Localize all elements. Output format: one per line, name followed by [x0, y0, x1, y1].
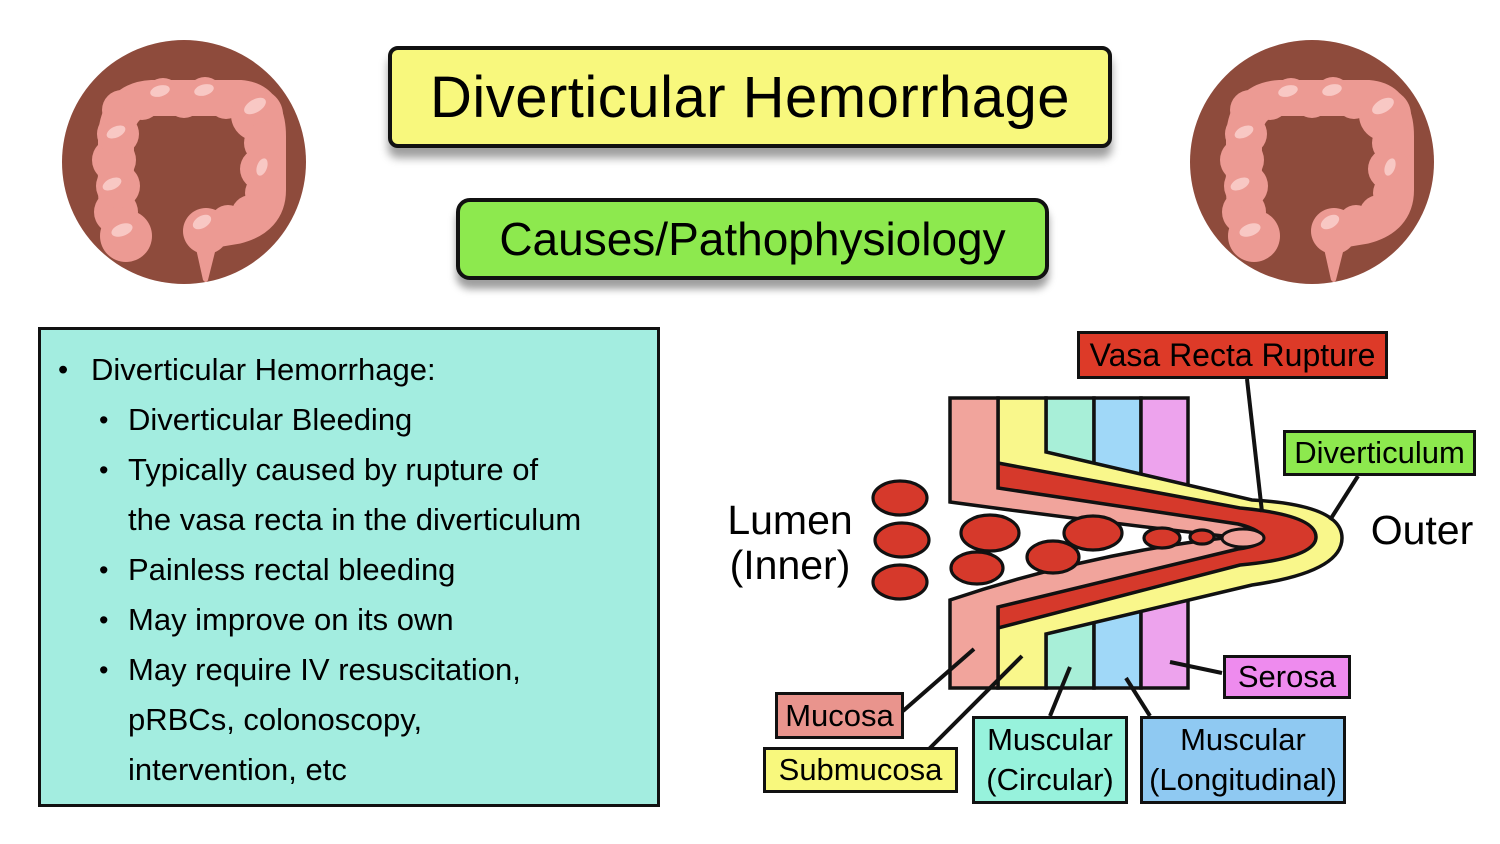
bullet-dot: •	[99, 455, 109, 485]
diverticulum-connector	[1330, 476, 1358, 520]
muscular-longitudinal-text-line1: Muscular	[1180, 722, 1306, 757]
muscular-circular-label	[972, 716, 1128, 804]
bullet-dot: •	[99, 555, 109, 585]
bullet-dot: •	[99, 605, 109, 635]
bullet-dot: •	[99, 405, 109, 435]
bullet-line	[41, 495, 657, 545]
vasa-recta-connector	[1247, 379, 1262, 512]
muscular-longitudinal-text-line2: (Longitudinal)	[1149, 762, 1337, 797]
diverticulum-text: Diverticulum	[1294, 435, 1465, 470]
bullet-text: Typically caused by rupture of	[128, 452, 539, 487]
lumen-text-line2: (Inner)	[729, 542, 851, 588]
outer-text: Outer	[1370, 506, 1474, 553]
diverticulum-label	[1283, 430, 1476, 476]
bullet-text: May improve on its own	[128, 602, 454, 637]
lumen-text-line1: Lumen	[727, 497, 853, 543]
page-title-text: Diverticular Hemorrhage	[429, 64, 1071, 130]
submucosa-label	[763, 747, 958, 793]
bullet-line	[41, 445, 657, 495]
bullet-text: May require IV resuscitation,	[128, 652, 521, 687]
bullet-dot: •	[58, 354, 69, 386]
page-subtitle-text: Causes/Pathophysiology	[499, 213, 1006, 265]
bullet-text: intervention, etc	[128, 752, 347, 787]
serosa-text: Serosa	[1237, 659, 1337, 694]
summary-panel	[38, 327, 660, 807]
vasa-recta-rupture-text: Vasa Recta Rupture	[1089, 336, 1376, 373]
bullet-line	[41, 545, 657, 595]
outer-label	[1362, 506, 1482, 554]
bullet-line	[41, 745, 657, 795]
bullet-text: pRBCs, colonoscopy,	[128, 702, 423, 737]
bullet-text: Diverticular Hemorrhage:	[91, 352, 436, 387]
mucosa-text: Mucosa	[785, 697, 894, 733]
colon-icon-right	[1190, 40, 1434, 284]
bullet-line	[41, 595, 657, 645]
bullet-text: the vasa recta in the diverticulum	[128, 502, 582, 537]
bullet-text: Diverticular Bleeding	[128, 402, 413, 437]
vasa-recta-rupture-label	[1077, 331, 1388, 379]
submucosa-text: Submucosa	[778, 752, 943, 787]
page-title	[388, 46, 1112, 148]
mucosa-tip-in-diverticulum	[1222, 529, 1264, 547]
muscular-circular-text-line2: (Circular)	[986, 762, 1114, 797]
colon-icon-left	[62, 40, 306, 284]
bullet-line	[41, 395, 657, 445]
bullet-line	[41, 645, 657, 695]
page-subtitle	[456, 198, 1049, 280]
mucosa-label	[775, 692, 904, 739]
muscular-longitudinal-label	[1140, 716, 1346, 804]
lumen-label	[710, 497, 870, 589]
bullet-line	[41, 345, 657, 395]
bullet-line	[41, 695, 657, 745]
bullet-text: Painless rectal bleeding	[128, 552, 456, 587]
serosa-label	[1223, 655, 1351, 699]
muscular-circular-text-line1: Muscular	[987, 722, 1113, 757]
bullet-dot: •	[99, 655, 109, 685]
